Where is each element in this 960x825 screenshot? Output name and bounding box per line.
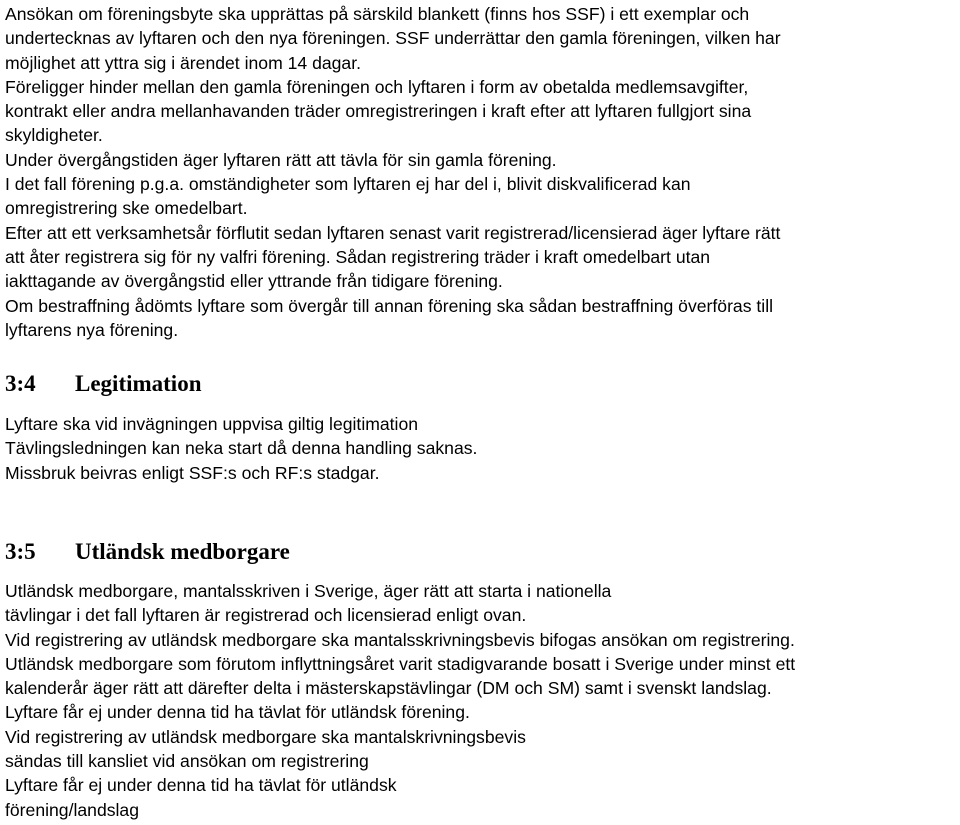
foreign-citizen-section bbox=[5, 579, 955, 822]
paragraph-penalty-transfer: Om bestraffning ådömts lyftare som övergår till annan förening ska sådan bestraffning överföras till lyftarens nya förening. bbox=[5, 295, 774, 340]
paragraph-obstacles-old-association: Föreligger hinder mellan den gamla föreningen och lyftaren i form av obetalda medlemsavgifter, kontrakt eller andra mellanhavanden träder omregistreringen i kraft efter att lyftaren fullgjort sina skyldigheter. bbox=[5, 76, 752, 146]
section-heading-foreign-citizen bbox=[5, 538, 290, 566]
paragraph-deny-start: Tävlingsledningen kan neka start då denna handling saknas. bbox=[5, 438, 478, 459]
paragraph-send-to-office: Vid registrering av utländsk medborgare ska mantalskrivningsbevis sändas till kansliet vid ansökan om registrering bbox=[5, 726, 526, 772]
section-heading-legitimation bbox=[5, 370, 202, 398]
paragraph-census-certificate: Vid registrering av utländsk medborgare ska mantalsskrivningsbevis bifogas ansökan om registrering. bbox=[5, 629, 795, 650]
legitimation-section bbox=[5, 412, 955, 485]
section-title: Legitimation bbox=[75, 371, 202, 396]
paragraph-no-foreign-team: Lyftare får ej under denna tid ha tävlat för utländsk förening/landslag bbox=[5, 775, 397, 820]
paragraph-no-foreign-club: Lyftare får ej under denna tid ha tävlat för utländsk förening. bbox=[5, 702, 470, 723]
paragraph-misuse: Missbruk beivras enligt SSF:s och RF:s stadgar. bbox=[5, 462, 380, 483]
section-number: 3:4 bbox=[5, 371, 36, 396]
paragraph-national-competitions: Utländsk medborgare, mantalsskriven i Sverige, äger rätt att starta i nationella tävlingar i det fall lyftaren är registrerad och licensierad enligt ovan. bbox=[5, 581, 612, 626]
section-title: Utländsk medborgare bbox=[75, 539, 290, 564]
paragraph-after-fiscal-year: Efter att ett verksamhetsår förflutit sedan lyftaren senast varit registrerad/licensierad äger lyftare rätt att åter registrera sig för ny valfri förening. Sådan registrering träder i kraft omedelbart utan iakttagande av övergångstid eller yttrande från tidigare förening. bbox=[5, 222, 781, 292]
intro-section bbox=[5, 2, 955, 342]
paragraph-valid-id: Lyftare ska vid invägningen uppvisa giltig legitimation bbox=[5, 414, 419, 434]
paragraph-championships: Utländsk medborgare som förutom inflyttningsåret varit stadigvarande bosatt i Sverige under minst ett kalenderår äger rätt att därefter delta i mästerskapstävlingar (DM och SM) samt i svenskt landslag. bbox=[5, 653, 796, 699]
paragraph-association-change-application: Ansökan om föreningsbyte ska upprättas på särskild blankett (finns hos SSF) i ett exemplar och undertecknas av lyftaren och den nya föreningen. SSF underrättar den gamla föreningen, vilken har möjlighet att yttra sig i ärendet inom 14 dagar. bbox=[5, 4, 781, 73]
paragraph-transition-period: Under övergångstiden äger lyftaren rätt att tävla för sin gamla förening. bbox=[5, 149, 557, 170]
paragraph-disqualified-association: I det fall förening p.g.a. omständigheter som lyftaren ej har del i, blivit diskvalificerad kan omregistrering ske omedelbart. bbox=[5, 174, 691, 219]
section-number: 3:5 bbox=[5, 539, 36, 564]
